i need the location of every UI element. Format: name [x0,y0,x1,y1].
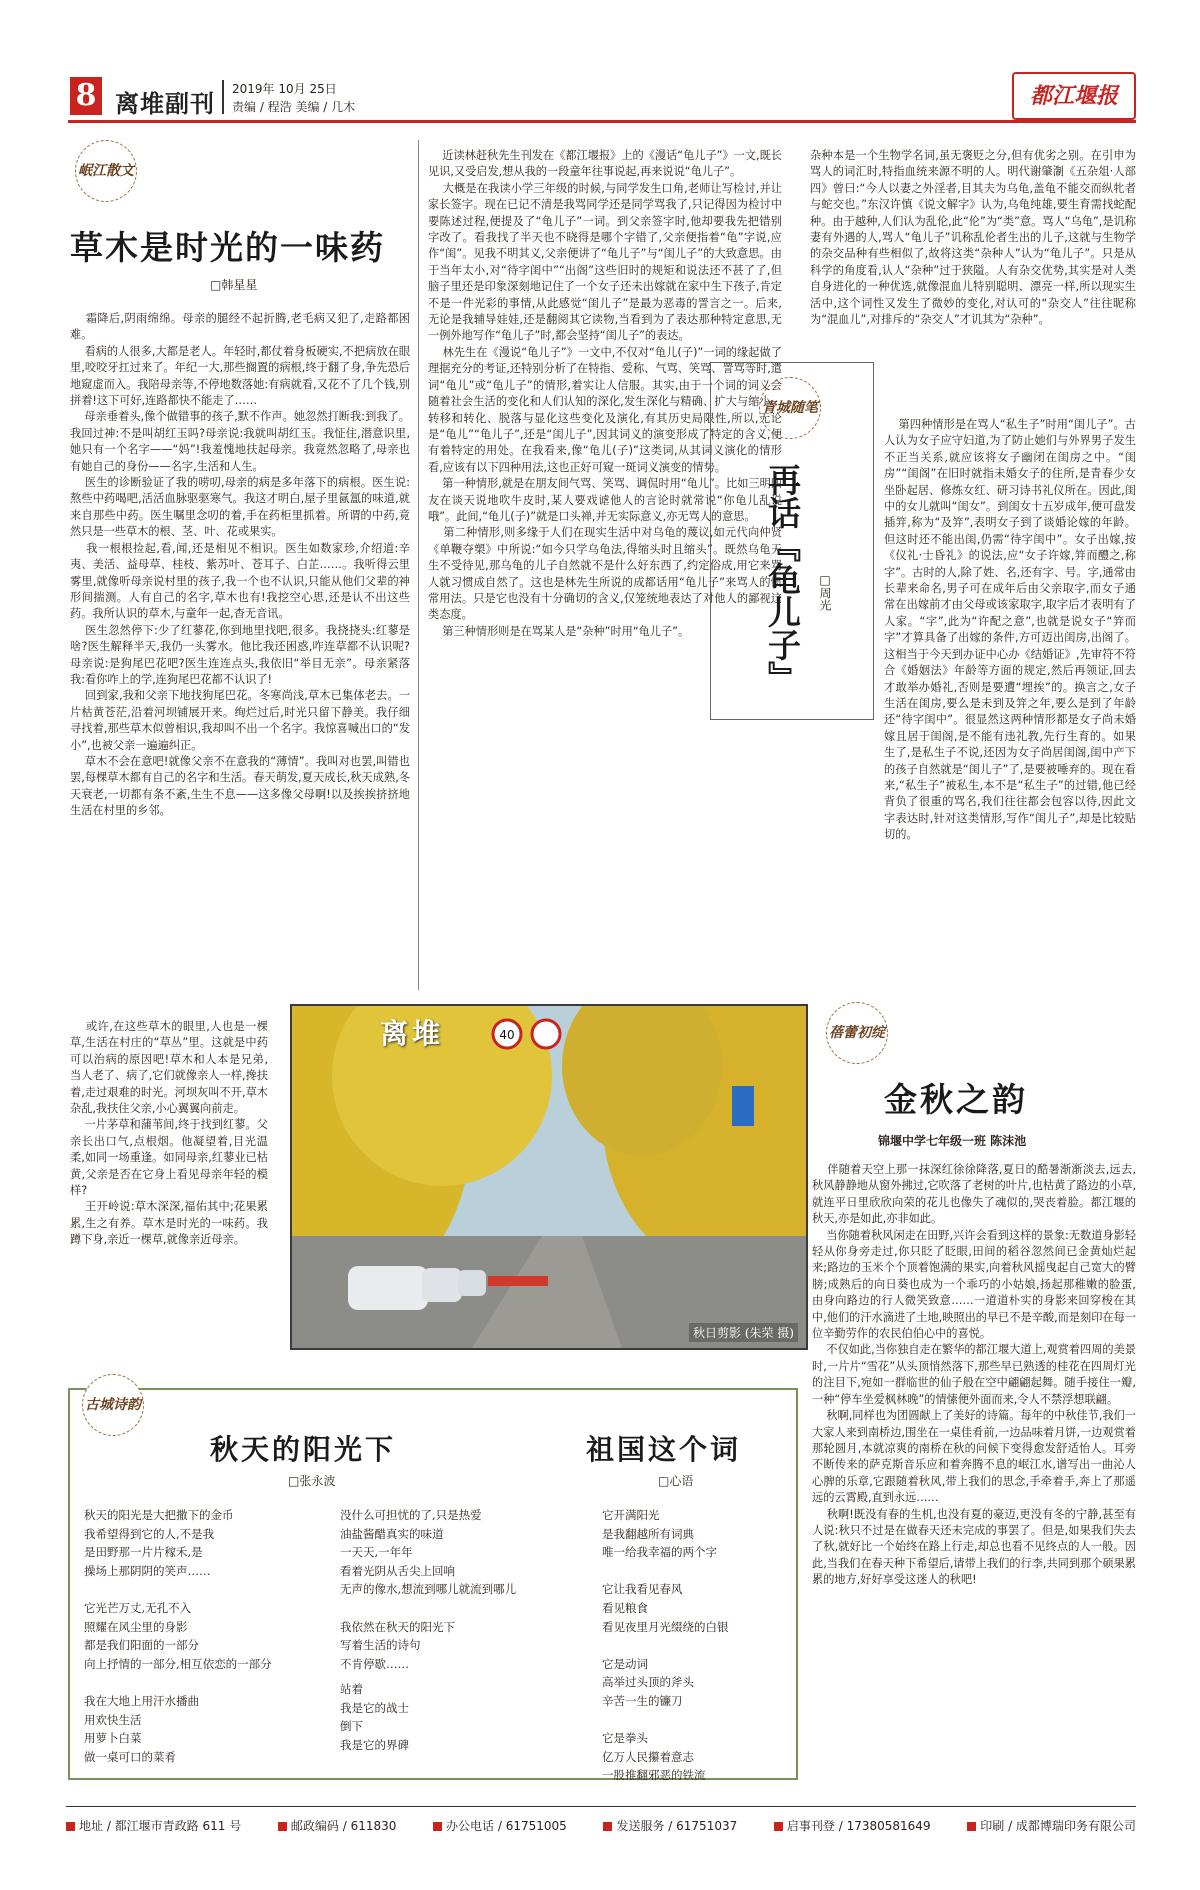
photo-scene [292,1006,806,1348]
article-body-continued: 或许,在这些草木的眼里,人也是一棵草,生活在村庄的“草丛”里。这就是中药可以治病的原因吧!草木和人本是兄弟,当人老了、病了,它们就像亲人一样,搀扶着,走过艰难的时光。河坝灰叫不开,草木杂乱,我扶住父亲,小心翼翼向前走。 一片茅草和蒲苇间,终于找到红蓼。父亲长出口气,点根烟。他凝望着,目光温柔,如同一场重逢。如同母亲,红蓼业已枯黄,父亲是否在它身上看见母亲年轻的模样? 王开岭说:草木深深,福佑其中;花果累累,生之有养。草木是时光的一味药。我蹲下身,亲近一棵草,就像亲近母亲。 [70,1020,268,1247]
footer-distribution: 发送服务 / 61751037 [603,1817,737,1834]
column-badge-essay2: 青城随笔 [759,377,821,439]
article3-byline: 锦堰中学七年级一班 陈沫池 [878,1134,1027,1148]
page-number: 8 [70,77,102,115]
poem1-title: 秋天的阳光下 [210,1433,397,1466]
section-name: 离堆副刊 [115,90,215,118]
essay-title: 再话『龟儿子』 [763,463,802,694]
header-divider [222,80,224,114]
poem1-byline: □张永波 [288,1474,336,1488]
poem2-stanzas: 它开满阳光 是我翻越所有词典 唯一给我幸福的两个字 它让我看见春风 看见粮食 看见夜里月光缀绕的白银 它是动词 高举过头顶的斧头 辛苦一生的镰刀 它是拳头 亿万人民攥着意志 一股推翻邪恶的铁流 [602,1508,729,1783]
column-badge-youth: 蓓蕾初绽 [826,1002,888,1064]
column-divider [418,140,419,990]
article-title: 草木是时光的一味药 [70,228,385,267]
footer-office-phone: 办公电话 / 61751005 [433,1817,567,1834]
editors: 责编 / 程浩 美编 / 几木 [232,100,356,114]
poetry-box [68,1388,798,1783]
essay-body: 近读林赶秋先生刊发在《都江堰报》上的《漫话“龟儿子”》一文,既长见识,又受启发,想从我的一段童年往事说起,再来说说“龟儿子”。 大概是在我读小学三年级的时候,与同学发生口角,老师让写检讨,并让家长签字。现在已记不清是我骂同学还是同学骂我了,只记得因为检讨中要陈述过程,便提及了“龟儿子”一词。到父亲签字时,他却要我先把错别字改了。看我找了半天也不晓得是哪个字错了,父亲便指着“龟”字说,应作“闺”。见我不明其义,父亲便讲了“龟儿子”与“闺儿子”的大致意思。由于当年太小,对“待字闺中”“出阁”这些旧时的规矩和说法还不甚了了,但脑子里还是印象深刻地记住了一个女子还未出嫁就在家中生下孩子,肯定不是一件光彩的事情,从此感觉“闺儿子”是最为恶毒的詈言之一。后来,无论是我辅导娃娃,还是翻阅其它读物,当看到为了表达那种特定意思,无一例外地写作“龟儿子”时,都会坚持“闺儿子”的表达。 林先生在《漫说“龟儿子”》一文中,不仅对“龟儿(子)”一词的缘起做了理据充分的考证,还特别分析了在特指、爱称、气骂、笑骂、詈骂等时,遣词“龟儿”或“龟儿子”的情形,着实让人信服。其实,由于一个词的词义会随着社会生活的变化和人们认知的深化,发生深化与精确、扩大与缩小、转移和转化、脱落与显化这些变化及演化,有其历史局限性,所以,无论是“龟儿”“龟儿子”,还是“闺儿子”,因其词义的演变形成了特定的含义,便有着特定的用处。在我看来,像“龟儿(子)”这类词,从其词义演化的情形看,应该有以下四种用法,这也正好可窥一斑词义演变的情势。 第一种情形,就是在朋友间气骂、笑骂、调侃时用“龟儿”。比如三明四友在谈天说地吹牛皮时,某人要戏谑他人的言论时就常说“你龟儿乱说哦”。此间,“龟儿(子)”就是口头禅,并无实际意义,亦无骂人的意思。 第二种情形,则多缘于人们在现实生活中对乌龟的蔑议,如元代向仲贤《单鞭夺槊》中所说:“如今只学乌龟法,得缩头时且缩头”。既然乌龟天生不受待见,那乌龟的儿子自然就不是什么好东西了,约定俗成,用它来骂人就习惯成自然了。这也是林先生所说的成都话用“龟儿子”来骂人的惯常用法。只是它也没有十分确切的含义,仅笼统地表达了对他人的鄙视这类态度。 第三种情形则是在骂某人是“杂种”时用“龟儿子”。 [428,149,782,638]
essay-body-col2b: 第四种情形是在骂人“私生子”时用“闺儿子”。古人认为女子应守妇道,为了防止她们与外界男子发生不正当关系,就应该将女子幽闭在闺房之中。“闺房”“闺阁”在旧时就指未婚女子的住所,是青春少女坐卧起居、修炼女红、研习诗书礼仪所在。因此,闺中的女儿就叫“闺女”。到闺女十五岁成年,便可盘发插笄,称为“及笄”,表明女子到了谈婚论嫁的年龄。但这时还不能出闺,仍需“待字闺中”。女子出嫁,按《仪礼·士昏礼》的说法,应“女子许嫁,笄而醴之,称字”。古时的人,除了姓、名,还有字、号。字,通常由长辈来命名,男子可在成年后由父亲取字,而女子通常在出嫁前才由父母或该家取字,取字后才表明有了人家。“字”,此为“许配之意”,也就是说女子“笄而字”才算具备了出嫁的条件,方可迈出闺房,出阁了。这相当于今天到办证中心办《结婚证》,先审符不符合《婚姻法》年龄等方面的规定,然后再领证,回去才敢举办婚礼,否则是要遭“埋挨”的。换言之,女子生活在闺房,要么是未到及笄之年,要么是到了年龄还“待字闺中”。很显然这两种情形都是女子尚未婚嫁且居于闺阁,是不能有违礼教,先行生育的。如果生了,是私生子不说,还因为女子尚居闺阁,闺中产下的孩子自然就是“闺儿子”了,是要被唾弃的。现在看来,“私生子”被私生,本不是“私生子”的过错,他已经背负了很重的骂名,我们往往都会包容以待,因此文字表达时,针对这类情形,写作“闺儿子”,却是比较贴切的。 [884,418,1136,842]
footer-rule [66,1806,1136,1807]
publication-date: 2019年 10月 25日 [232,82,337,96]
photo-column-label: 离堆 [380,1017,445,1050]
footer-ads: 启事刊登 / 17380581649 [774,1817,931,1834]
article3-title: 金秋之韵 [884,1080,1028,1119]
photo [290,1004,808,1350]
poem2-title: 祖国这个词 [586,1433,742,1466]
article3-body: 伴随着天空上那一抹深红徐徐降落,夏日的酷暑渐渐淡去,远去,秋风静静地从窗外拂过,它吹落了老树的叶片,也枯黄了路边的小草,就连平日里欣欣向荣的花儿也像失了魂似的,哭丧着脸。都江堰的秋天,亦是如此,亦非如此。 当你随着秋风闲走在田野,兴许会看到这样的景象:无数道身影轻轻从你身旁走过,你只眨了眨眼,田间的稻谷忽然间已金黄灿烂起来;路边的玉米个个顶着饱满的果实,向着秋风摇曳起自己宽大的臂膀;成熟后的向日葵也成为一个乖巧的小姑娘,扬起那稚嫩的脸蛋,由身向路边的行人微笑致意……一道道朴实的身影来回穿梭在其中,他们的汗水滴进了土地,映照出的早已不是辛酸,而是刻印在每一位辛勤劳作的农民伯伯心中的喜悦。 不仅如此,当你独自走在繁华的都江堰大道上,观赏着四周的美景时,一片片“雪花”从头顶悄然落下,那些早已熟透的桂花在四周灯光的注目下,宛如一群临世的仙子般在空中翩翩起舞。随手接住一瓣,一种“停车坐爱枫林晚”的情愫便外面而来,令人不禁浮想联翩。 秋啊,同样也为团圆献上了美好的诗篇。每年的中秋佳节,我们一大家人来到南桥边,围坐在一桌佳肴前,一边品味着月饼,一边观赏着那轮圆月,本就凉爽的南桥在秋的问候下变得愈发舒适怡人。耳旁不断传来的萨克斯音乐应和着奔腾不息的岷江水,谱写出一曲沁人心脾的乐章,它跟随着秋风,带上我们的思念,手牵着手,奔上了那遥远的云霄殿,直到永远…… 秋啊!既没有春的生机,也没有夏的豪迈,更没有冬的宁静,甚至有人说:秋只不过是在做春天还未完成的事罢了。但是,如果我们失去了秋,就好比一个始终在路上行走,却总也看不见终点的人一般。因此,当我们在春天种下希望后,请带上我们的行李,共同到那个硕果累累的地方,好好享受这迷人的秋吧! [812,1163,1137,1587]
column-badge-poetry: 古城诗韵 [82,1374,144,1436]
photo-caption: 秋日剪影 (朱荣 摄) [689,1323,798,1342]
column-badge-essay: 岷江散文 [75,140,137,202]
article-body: 霜降后,阴雨绵绵。母亲的腿经不起折腾,老毛病又犯了,走路都困难。 看病的人很多,大都是老人。年轻时,都仗着身板硬实,不把病放在眼里,咬咬牙扛过来了。年纪一大,那些搁置的病根,终于翻了身,争先恐后地窥虚而入。我陪母亲等,不停地数落她:有病就看,又花不了几个钱,别拼着!这下可好,连路都快不能走了…… 母亲垂着头,像个做错事的孩子,默不作声。她忽然打断我:到我了。我回过神:不是叫胡红玉吗?母亲说:我就叫胡红玉。我怔住,潜意识里,她只有一个名字——“妈”!我羞愧地扶起母亲。我竟然忽略了,母亲也有她自己的身份——名字,生活和人生。 医生的诊断验证了我的唠叨,母亲的病是多年落下的病根。医生说:熬些中药喝吧,活活血脉驱驱寒气。我这才明白,屋子里氤氲的味道,就来自那些中药。医生嘱里念叨的着,手在药柜里抓着。所谓的中药,竟然只是一些草木的根、茎、叶、花或果实。 我一根根捡起,看,闻,还是相见不相识。医生如数家珍,介绍道:辛夷、美活、益母草、桂枝、紫苏叶、苍耳子、白芷……。我听得云里雾里,就像听母亲说村里的孩子,我一个也不认识,只能从他们父辈的神形间揣测。人有自己的名字,草木也有!我挖空心思,还是认不出这些药。我所认识的草木,与童年一起,杳无音讯。 医生忽然停下:少了红蓼花,你到地里找吧,很多。我挠挠头:红蓼是啥?医生解释半天,我仍一头雾水。他比我还困惑,咋连草都不认识呢?母亲说:是狗尾巴花吧?医生连连点头,我依旧“举目无亲”。母亲紧落我:看你咋上的学,连狗尾巴花都不认识了! 回到家,我和父亲下地找狗尾巴花。冬寒尚浅,草木已集体老去。一片枯黄苍茫,沿着河坝铺展开来。绚烂过后,时光只留下静美。我仔细寻找着,那些草木似曾相识,我却叫不出一个名字。我惊喜喊出口的“发小”,也被父亲一遍遍纠正。 草木不会在意吧!就像父亲不在意我的“薄情”。我叫对也罢,叫错也罢,每棵草木都有自己的名字和生活。春天萌发,夏天成长,秋天成熟,冬天衰老,一切都有条不紊,生生不息——这多像父母啊!以及挨挨挤挤地生活在村里的乡邻。 [70,312,411,818]
essay-byline: □周光 [818,573,832,611]
poem1-stanzas-col2: 没什么可担忧的了,只是热爱 油盐酱醋真实的味道 一天天,一年年 看着光阴从舌尖上回响 无声的像水,想流到哪儿就流到哪儿 我依然在秋天的阳光下 写着生活的诗句 不肯停歇…… [340,1508,517,1671]
footer [66,1814,1136,1836]
footer-address: 地址 / 都江堰市青政路 611 号 [66,1817,241,1834]
essay-title-box [710,362,874,720]
poem2-byline: □心语 [658,1474,694,1488]
poem1-stanzas-col1: 秋天的阳光是大把撒下的金币 我希望得到它的人,不是我 是田野那一片片稼禾,是 操场上那阴阴的笑声…… 它光芒万丈,无孔不入 照耀在风尘里的身影 都是我们阳面的一部分 向上抒情的一部分,相互依恋的一部分 我在大地上用汗水播曲 用欢快生活 用萝卜白菜 做一桌可口的菜肴 [84,1508,272,1764]
footer-postcode: 邮政编码 / 611830 [278,1817,396,1834]
masthead-logo: 都江堰报 [1012,72,1136,120]
essay-body-col2: 杂种本是一个生物学名词,虽无褒贬之分,但有优劣之别。在引申为骂人的词汇时,特指血统来源不明的人。明代谢肇淛《五杂俎·人部四》曾曰:“今人以妻之外淫者,目其夫为乌龟,盖龟不能交而纵牝者与蛇交也。”东汉许慎《说文解字》认为,乌龟纯雄,要生育需找蛇配种。由于越种,人们认为乱伦,此“伦”为“类”意。骂人“乌龟”,是讥称妻有外遇的人,骂人“龟儿子”讥称乱伦者生出的儿子,这就与生物学的杂交品种有些相似了,故将这类“杂种人”认为“龟儿子”。只是从科学的角度看,认人“杂种”过于狭隘。人有杂交优势,其实是对人类自身进化的一种优选,就像混血儿特别聪明、漂亮一样,所以现实生活中,这个词性又发生了微妙的变化,对认可的“杂交人”往往昵称为“混血儿”,对排斥的“杂交人”才讥其为“杂种”。 [810,149,1136,327]
speed-sign: 40 [499,1028,515,1042]
article-byline: □韩星星 [210,278,258,292]
footer-printer: 印刷 / 成都博瑞印务有限公司 [967,1817,1136,1834]
poem2-stanzas-col2: 站着 我是它的战士 倒下 我是它的界碑 [340,1682,409,1752]
header-rule [68,120,1136,123]
